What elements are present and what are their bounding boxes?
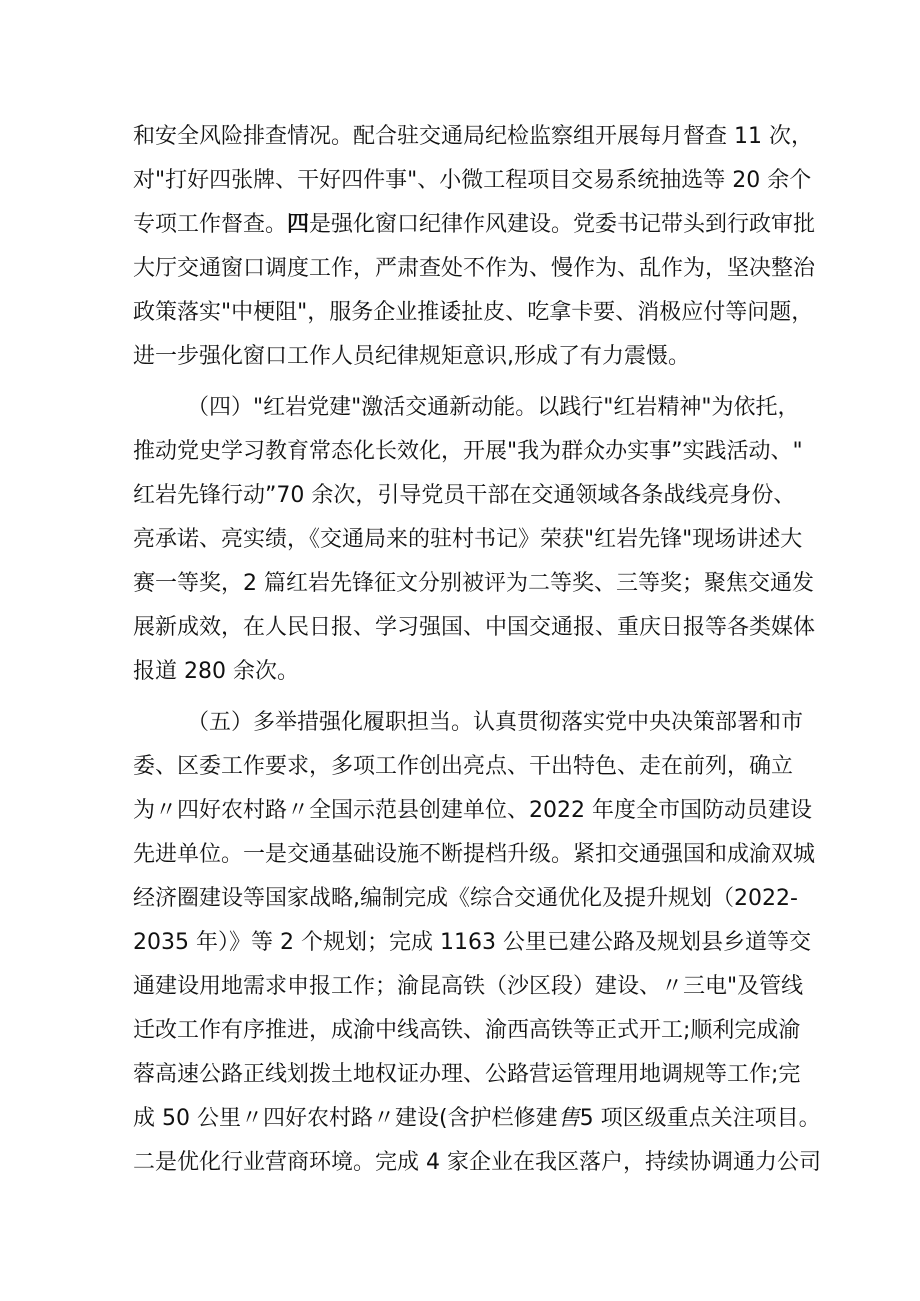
text-line: 迁改工作有序推进，成渝中线高铁、渝西高铁等正式开工;顺利完成渝 xyxy=(133,1018,801,1043)
text-line: 政策落实"中梗阻"，服务企业推诿扯皮、吃拿卡要、消极应付等问题， xyxy=(133,300,814,325)
text-line: 展新成效，在人民日报、学习强国、中国交通报、重庆日报等各类媒体 xyxy=(133,615,816,640)
text-line: 蓉高速公路正线划拨土地权证办理、公路营运管理用地调规等工作;完 xyxy=(133,1062,801,1087)
text-line: 委、区委工作要求，多项工作创出亮点、干出特色、走在前列，确立 xyxy=(133,754,794,779)
text-line: 2035 年）》等 2 个规划；完成 1163 公里已建公路及规划县乡道等交 xyxy=(133,930,811,955)
text-line: 经济圈建设等国家战略,编制完成《综合交通优化及提升规划（2022- xyxy=(133,886,798,911)
text-line: 推动党史学习教育常态化长效化，开展"我为群众办实事”实践活动、" xyxy=(133,439,803,464)
text-line: 报道 280 余次。 xyxy=(133,659,299,684)
text-line: 为〃四好农村路〃全国示范县创建单位、2022 年度全市国防动员建设 xyxy=(133,798,812,823)
text-line: 对"打好四张牌、干好四件事"、小微工程项目交易系统抽选等 20 余个 xyxy=(133,168,812,193)
text-line: 进一步强化窗口工作人员纪律规矩意识,形成了有力震慑。 xyxy=(133,344,690,369)
text-line xyxy=(133,1104,821,1134)
text-line xyxy=(133,210,815,240)
paragraph-heading: （四）"红岩党建"激活交通新动能。以践行"红岩精神"为依托， xyxy=(187,395,800,420)
bold-marker: 四 xyxy=(287,212,310,237)
glyph-fragment: 售 xyxy=(557,1106,580,1131)
text-span: 5 项区级重点关注项目。 xyxy=(579,1106,821,1131)
text-span: 是强化窗口纪律作风建设。党委书记带头到行政审批 xyxy=(309,212,816,237)
text-line: 红岩先锋行动”70 余次，引导党员干部在交通领域各条战线亮身份、 xyxy=(133,483,796,508)
text-line: 和安全风险排查情况。配合驻交通局纪检监察组开展每月督查 11 次， xyxy=(133,124,813,149)
text-line: 亮承诺、亮实绩，《交通局来的驻村书记》荣获"红岩先锋"现场讲述大 xyxy=(133,527,803,552)
text-line: 大厅交通窗口调度工作，严肃查处不作为、慢作为、乱作为，坚决整治 xyxy=(133,256,816,281)
text-line: 通建设用地需求申报工作；渝昆高铁（沙区段）建设、〃三电"及管线 xyxy=(133,974,804,999)
text-span: 成 50 公里〃四好农村路〃建设(含护栏修建 xyxy=(133,1106,558,1131)
text-line: 赛一等奖，2 篇红岩先锋征文分别被评为二等奖、三等奖；聚焦交通发 xyxy=(133,571,814,596)
paragraph-heading: （五）多举措强化履职担当。认真贯彻落实党中央决策部署和市 xyxy=(187,710,804,735)
text-line: 二是优化行业营商环境。完成 4 家企业在我区落户，持续协调通力公司 xyxy=(133,1150,821,1175)
text-line: 先进单位。一是交通基础设施不断提档升级。紧扣交通强国和成渝双城 xyxy=(133,842,816,867)
text-span: 专项工作督查。 xyxy=(133,212,288,237)
